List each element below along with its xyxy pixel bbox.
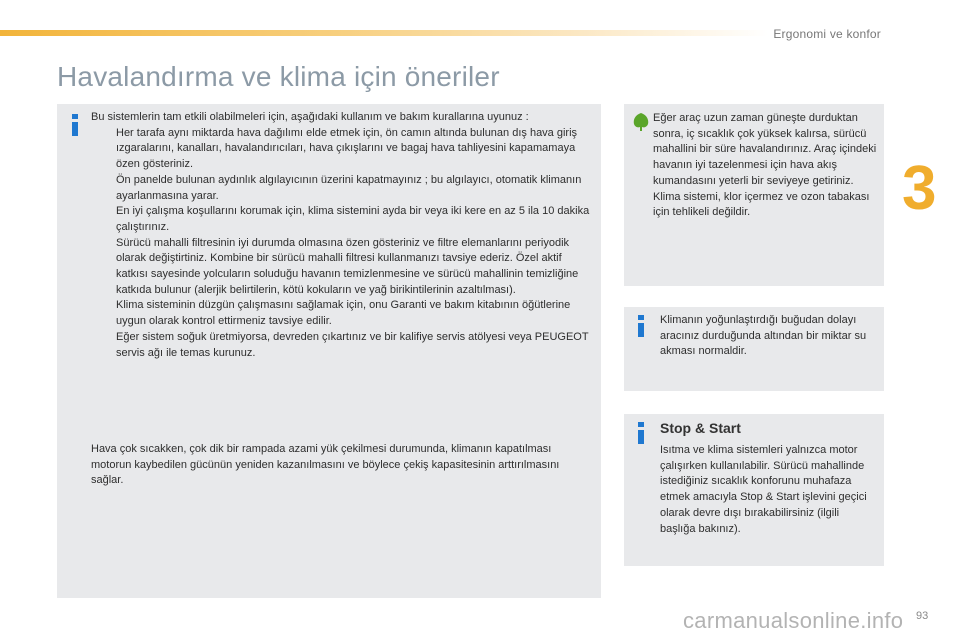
stop-start-text: Isıtma ve klima sistemleri yalnızca motor çalışırken kullanılabilir. Sürücü mahallinde istediğiniz sıcaklık konforunu muhafaza etmek amacıyla Stop & Start işlevini geçici olarak devre dışı bırakabilirsiniz (ilgili başlığa bakınız).	[660, 444, 867, 535]
chapter-title: Ergonomi ve konfor	[769, 27, 885, 41]
towing-note: Hava çok sıcakken, çok dik bir rampada azami yük çekilmesi durumunda, klimanın kapatılması motorun kaybedilen gücünün yeniden kazanılmasını ve böylece çekiş kapasitesinin arttırılmasını sağlar.	[91, 443, 560, 487]
page-number: 93	[916, 610, 929, 622]
list-item: Her tarafa aynı miktarda hava dağılımı elde etmek için, ön camın altında bulunan dış hava giriş ızgaralarını, kanalları, havalandırıcıları, hava çıkışlarını ve bagaj hava tahliyesini kapamamaya özen gösteriniz.	[116, 126, 578, 171]
eco-tip-box	[624, 104, 884, 286]
list-item: Ön panelde bulunan aydınlık algılayıcının üzerini kapatmayınız ; bu algılayıcı, otomatik klimanın ayarlanmasına yarar.	[116, 173, 582, 202]
watermark: carmanualsonline.info	[683, 608, 904, 633]
advice-list	[91, 110, 596, 361]
main-advice-box	[57, 104, 601, 598]
list-item: Klima sisteminin düzgün çalışmasını sağlamak için, onu Garanti ve bakım kitabının öğütlerine uygun olarak kontrol ettirmeniz tavsiye edilir.	[116, 299, 571, 328]
stop-start-box	[624, 414, 884, 566]
info-icon	[638, 315, 644, 337]
stop-start-title: Stop & Start	[660, 420, 741, 436]
info-icon	[72, 114, 78, 136]
advice-bullets	[91, 126, 596, 362]
list-item: En iyi çalışma koşullarını korumak için, klima sistemini ayda bir veya iki kere en az 5 ila 10 dakika çalıştırınız.	[116, 205, 590, 233]
condensation-text: Klimanın yoğunlaştırdığı buğudan dolayı aracınız durduğunda altından bir miktar su akması normaldir.	[660, 314, 867, 358]
eco-tip-text: Eğer araç uzun zaman güneşte durduktan sonra, iç sıcaklık çok yüksek kalırsa, sürücü mahallini bir süre havalandırınız. Araç içindeki havanın iyi tazelenmesi için hava akış kumandasını yeterli bir seviyeye getiriniz. Klima sistemi, klor içermez ve ozon tabakası için tehlikeli değildir.	[653, 112, 877, 219]
advice-intro: Bu sistemlerin tam etkili olabilmeleri için, aşağıdaki kullanım ve bakım kurallarına uyunuz :	[91, 111, 529, 123]
page-title: Havalandırma ve klima için öneriler	[57, 61, 500, 92]
chapter-number: 3	[902, 154, 937, 223]
condensation-info-box	[624, 307, 884, 391]
list-item: Sürücü mahalli filtresinin iyi durumda olmasına özen gösteriniz ve filtre elemanlarını periyodik olarak değiştirtiniz. Kombine bir sürücü mahalli filtresi kullanmanızı tavsiye ederiz. Özel aktif katkısı sayesinde yolcuların soluduğu havanın temizlenmesine ve sürücü mahallinin temizliğine katkıda bulunur (alerjik belirtilerin, kötü kokuların ve yağ birikintilerinin azaltılması).	[116, 236, 579, 296]
info-icon	[638, 422, 644, 444]
list-item: Eğer sistem soğuk üretmiyorsa, devreden çıkartınız ve bir kalifiye servis atölyesi veya PEUGEOT servis ağı ile temas kurunuz.	[116, 330, 589, 359]
leaf-icon	[631, 112, 651, 132]
